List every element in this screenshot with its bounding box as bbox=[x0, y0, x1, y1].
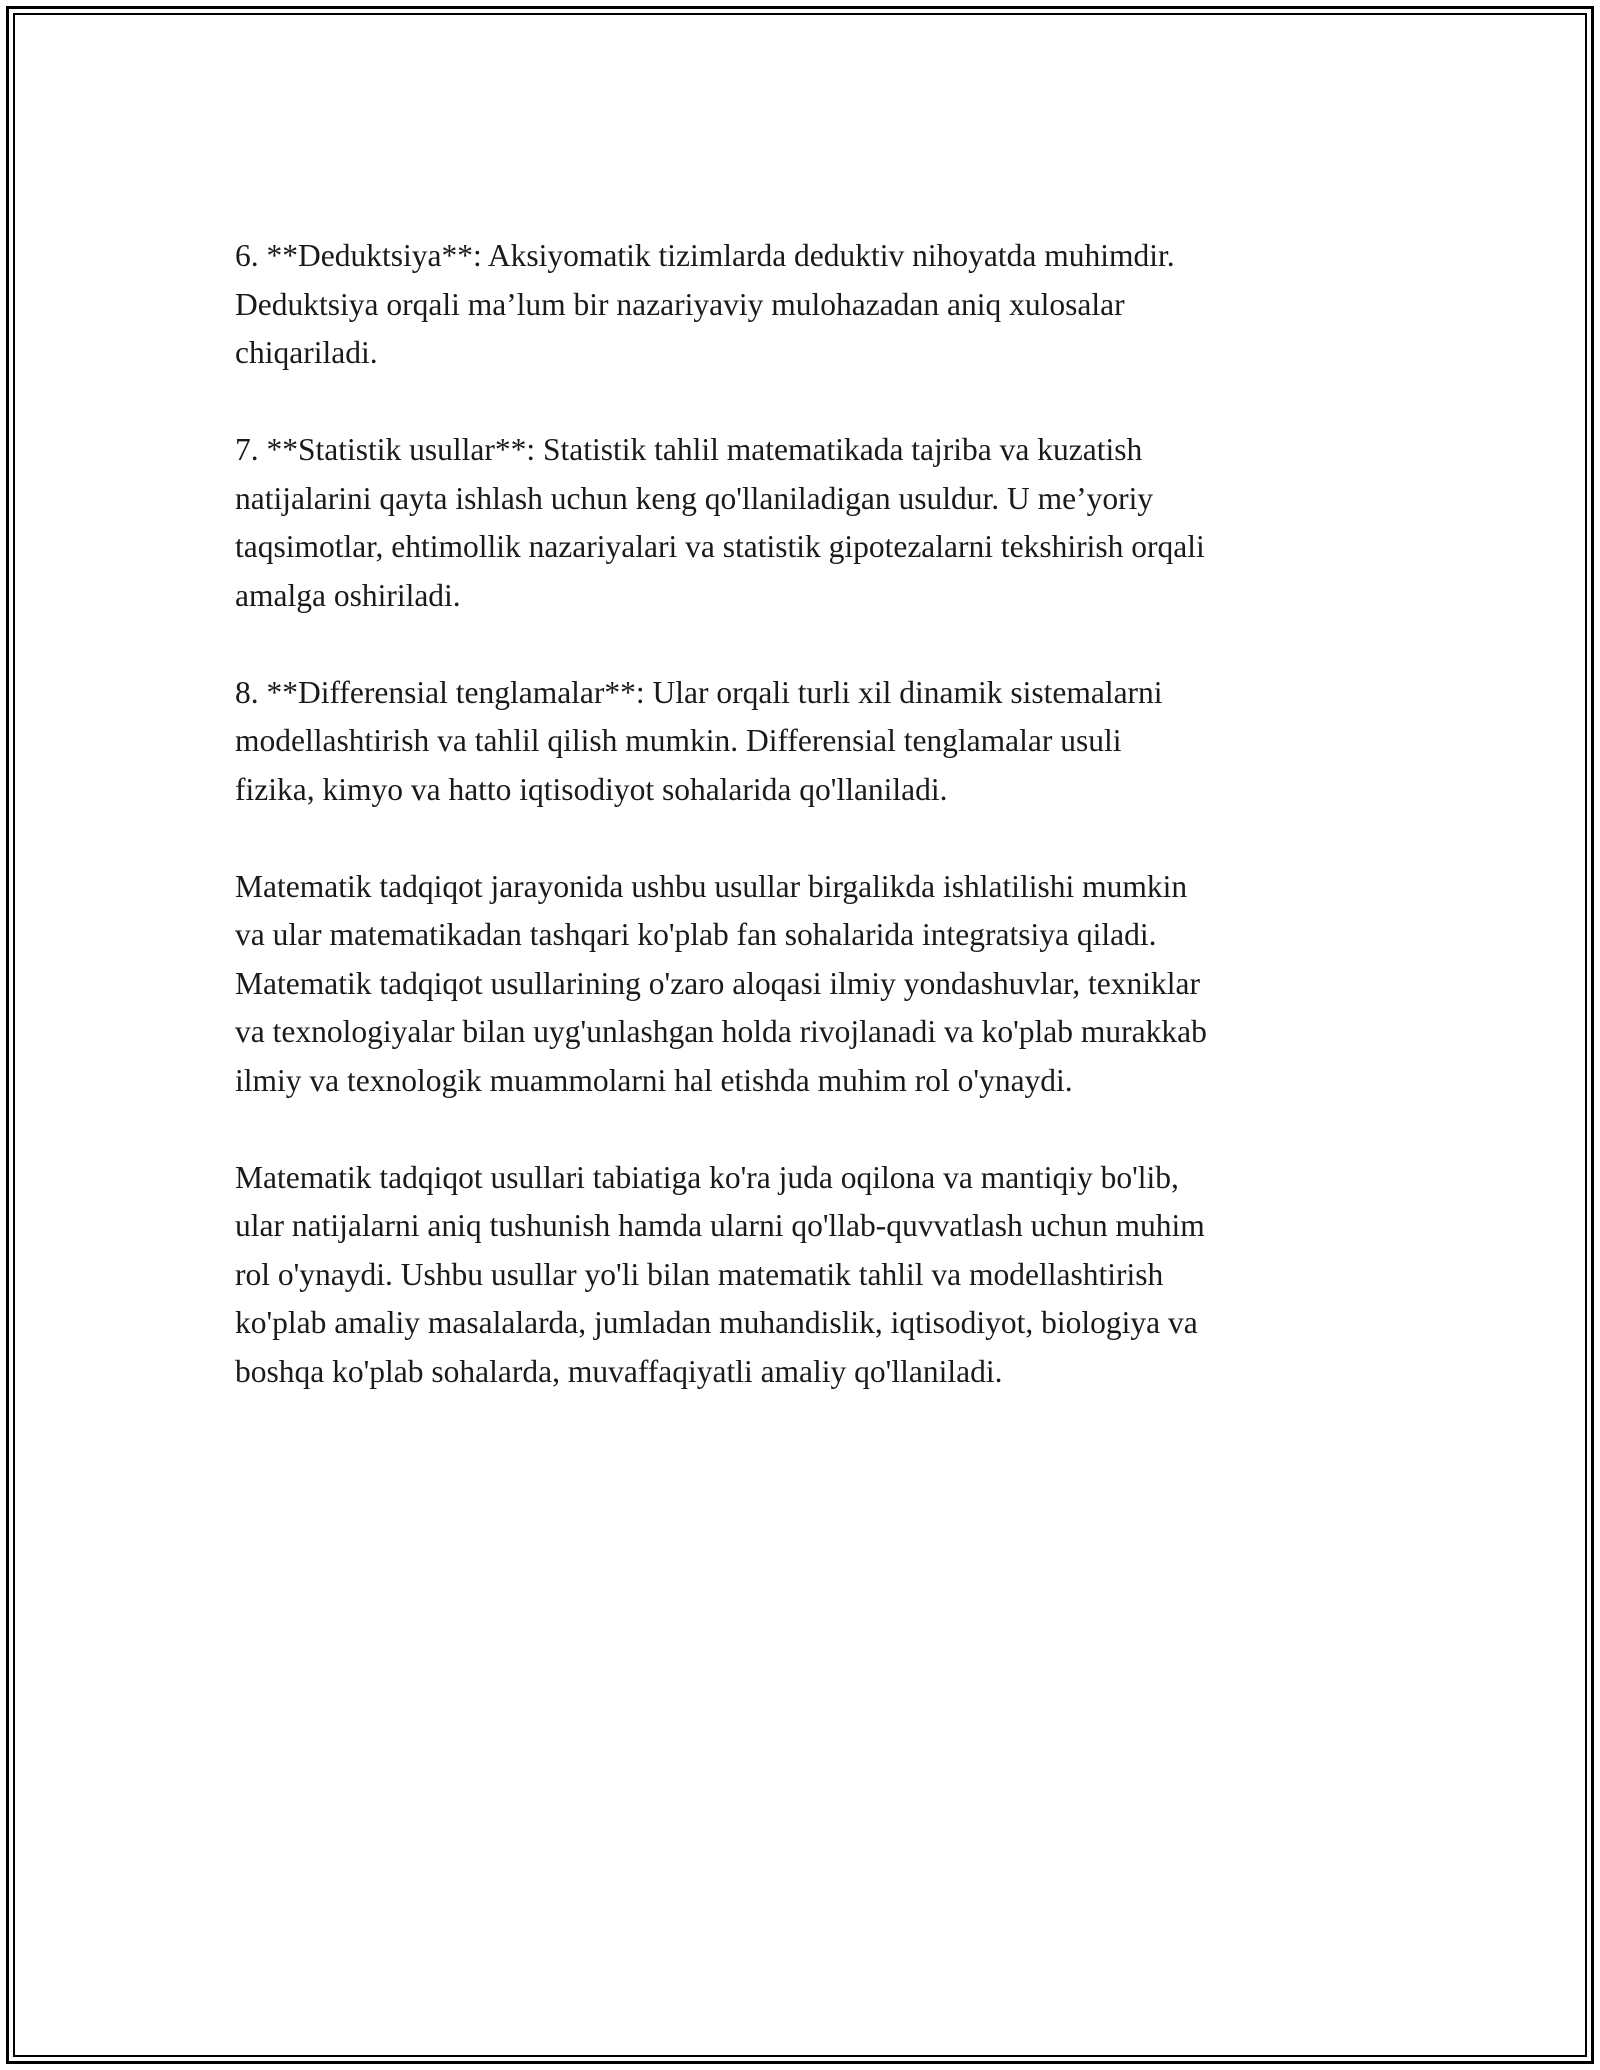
text-line: modellashtirish va tahlil qilish mumkin. Differensial tenglamalar usuli bbox=[235, 723, 1122, 758]
text-line: Matematik tadqiqot jarayonida ushbu usullar birgalikda ishlatilishi mumkin bbox=[235, 868, 1188, 904]
text-line: rol o'ynaydi. Ushbu usullar yo'li bilan matematik tahlil va modellashtirish bbox=[235, 1256, 1164, 1292]
text-line: chiqariladi. bbox=[235, 335, 378, 370]
text-line: ular natijalarni aniq tushunish hamda ularni qo'llab-quvvatlash uchun muhim bbox=[235, 1208, 1205, 1243]
document-body bbox=[235, 232, 1375, 1445]
text-line: ko'plab amaliy masalalarda, jumladan muhandislik, iqtisodiyot, biologiya va bbox=[235, 1305, 1198, 1340]
text-line: amalga oshiriladi. bbox=[235, 577, 461, 613]
text-line: 7. **Statistik usullar**: Statistik tahlil matematikada tajriba va kuzatish bbox=[235, 432, 1143, 467]
text-line: ilmiy va texnologik muammolarni hal etishda muhim rol o'ynaydi. bbox=[235, 1062, 1073, 1098]
text-line: boshqa ko'plab sohalarda, muvaffaqiyatli amaliy qo'llaniladi. bbox=[235, 1353, 1003, 1389]
paragraph-deduktsiya bbox=[235, 232, 1375, 378]
text-line: Matematik tadqiqot usullari tabiatiga ko'ra juda oqilona va mantiqiy bo'lib, bbox=[235, 1159, 1179, 1195]
paragraph-tadqiqot-jarayoni bbox=[235, 863, 1375, 1106]
text-line: Deduktsiya orqali ma’lum bir nazariyaviy mulohazadan aniq xulosalar bbox=[235, 286, 1125, 322]
text-line: 8. **Differensial tenglamalar**: Ular orqali turli xil dinamik sistemalarni bbox=[235, 674, 1163, 710]
text-line: Matematik tadqiqot usullarining o'zaro aloqasi ilmiy yondashuvlar, texniklar bbox=[235, 965, 1200, 1001]
text-line: va ular matematikadan tashqari ko'plab fan sohalarida integratsiya qiladi. bbox=[235, 917, 1157, 952]
text-line: natijalarini qayta ishlash uchun keng qo'llaniladigan usuldur. U me’yoriy bbox=[235, 480, 1154, 516]
text-line: va texnologiyalar bilan uyg'unlashgan holda rivojlanadi va ko'plab murakkab bbox=[235, 1014, 1207, 1049]
paragraph-statistik-usullar bbox=[235, 426, 1375, 620]
paragraph-tadqiqot-usullari bbox=[235, 1154, 1375, 1397]
text-line: taqsimotlar, ehtimollik nazariyalari va statistik gipotezalarni tekshirish orqali bbox=[235, 529, 1205, 564]
text-line: fizika, kimyo va hatto iqtisodiyot sohalarida qo'llaniladi. bbox=[235, 771, 948, 807]
text-line: 6. **Deduktsiya**: Aksiyomatik tizimlarda deduktiv nihoyatda muhimdir. bbox=[235, 238, 1175, 273]
paragraph-differensial-tenglamalar bbox=[235, 669, 1375, 815]
